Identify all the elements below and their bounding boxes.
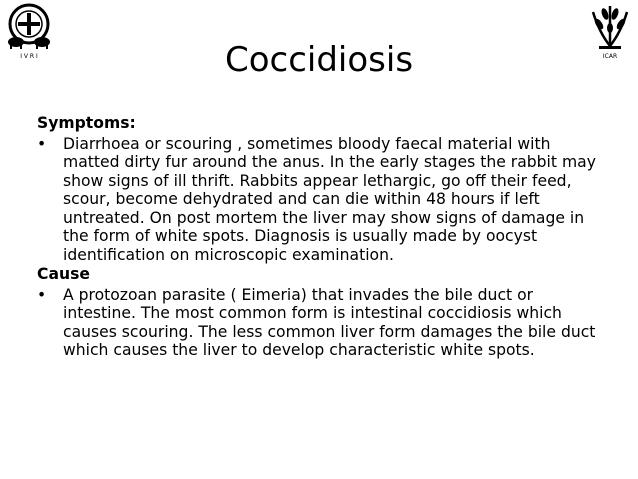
text-line: which causes the liver to develop characteristic white spots. — [63, 341, 535, 359]
bullet-text-cause — [63, 286, 617, 360]
text-line: show signs of ill thrift. Rabbits appear lethargic, go off their feed, — [63, 171, 572, 190]
text-line: intestine. The most common form is intestinal coccidiosis which — [63, 304, 562, 322]
text-line: scour, become dehydrated and can die within 48 hours if left — [63, 190, 540, 208]
section-heading-symptoms: Symptoms: — [37, 114, 136, 132]
left-logo-caption: I V R I — [20, 53, 38, 60]
slide-title: Coccidiosis — [224, 40, 414, 80]
bullet-marker: • — [37, 134, 47, 153]
section-heading-cause: Cause — [37, 265, 90, 283]
text-line: identification on microscopic examination. — [63, 245, 394, 264]
bullet-text-symptoms — [63, 135, 617, 265]
text-line: causes scouring. The less common liver form damages the bile duct — [63, 322, 596, 341]
bullet-marker: • — [37, 285, 47, 304]
text-line: A protozoan parasite ( Eimeria) that invades the bile duct or — [63, 285, 534, 304]
right-logo-caption: ICAR — [602, 53, 618, 60]
text-line: Diarrhoea or scouring , sometimes bloody faecal material with — [63, 134, 551, 153]
bullet-item-cause — [37, 286, 617, 360]
text-line: untreated. On post mortem the liver may show signs of damage in — [63, 208, 585, 227]
text-line: matted dirty fur around the anus. In the early stages the rabbit may — [63, 153, 596, 171]
text-line: the form of white spots. Diagnosis is usually made by oocyst — [63, 227, 538, 245]
bullet-item-symptoms — [37, 135, 617, 265]
slide-content — [37, 114, 617, 360]
